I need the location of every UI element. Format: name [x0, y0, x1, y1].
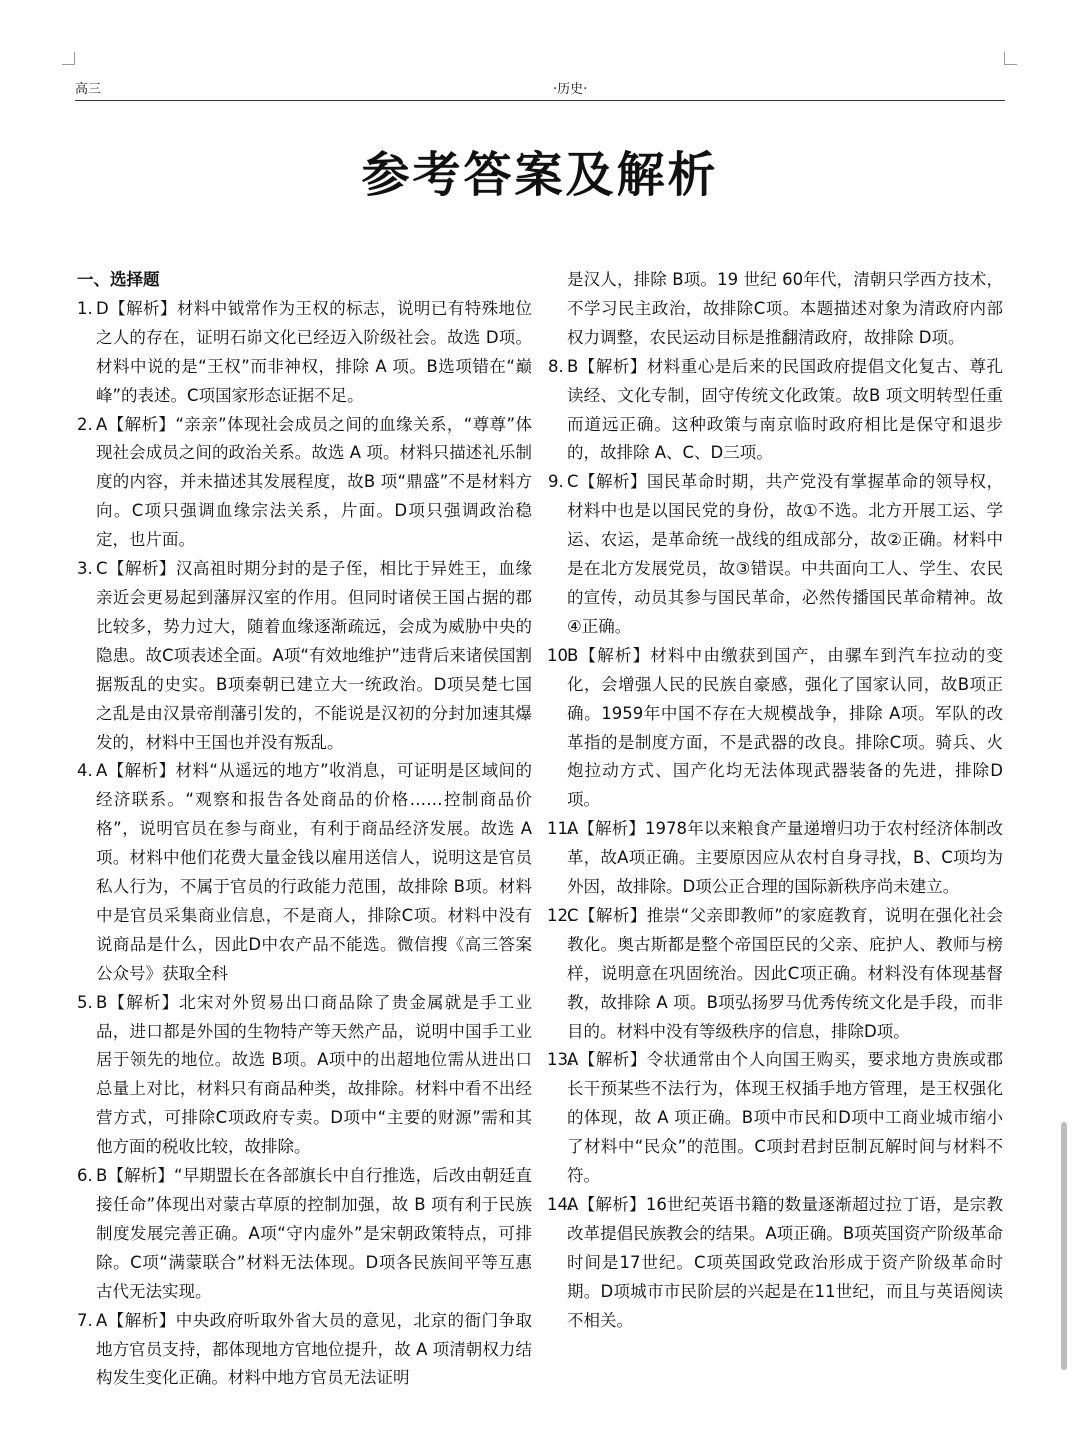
answer-item-12 — [548, 902, 1003, 1047]
item-number: 5. — [77, 992, 93, 1012]
item-number: 7. — [77, 1310, 93, 1330]
answer-item-5 — [77, 989, 532, 1162]
item-text: B【解析】北宋对外贸易出口商品除了贵金属就是手工业品，进口都是外国的生物特产等天然产品，说明中国手工业居于领先的地位。故选 B项。A项中的出超地位需从进出口总量上对比，材料只有商品种类，故排除。材料中看不出经营方式，可排除C项政府专卖。D项中“主要的财源”需和其他方面的税收比较，故排除。 — [96, 992, 532, 1157]
item-text: C【解析】推崇“父亲即教师”的家庭教育，说明在强化社会教化。奥古斯都是整个帝国臣民的父亲、庇护人、教师与榜样，说明意在巩固统治。因此C项正确。材料没有体现基督教，故排除 A 项。B项弘扬罗马优秀传统文化是手段，而非目的。材料中没有等级秩序的信息，排除D项。 — [567, 905, 1003, 1041]
item-text: B【解析】材料中由缴获到国产，由骡车到汽车拉动的变化，会增强人民的民族自豪感，强化了国家认同，故B项正确。1959年中国不存在大规模战争，排除 A项。军队的改革指的是制度方面，不是武器的改良。排除C项。骑兵、火炮拉动方式、国产化均无法体现武器装备的先进，排除D项。 — [567, 645, 1003, 810]
answer-item-11 — [548, 815, 1003, 902]
answer-item-8 — [548, 353, 1003, 469]
corner-mark-top-left — [62, 52, 75, 65]
item-text: B【解析】材料重心是后来的民国政府提倡文化复古、尊孔读经、文化专制，固守传统文化政策。故B 项文明转型任重而道远正确。这种政策与南京临时政府相比是保守和退步的，故排除 A、C、D三项。 — [567, 356, 1003, 463]
answer-item-13 — [548, 1046, 1003, 1191]
item-number: 2. — [77, 414, 93, 434]
item-number: 12. — [547, 905, 574, 925]
item-text: A【解析】中央政府听取外省大员的意见，北京的衙门争取地方官员支持，都体现地方官地位提升，故 A 项清朝权力结构发生变化正确。材料中地方官员无法证明 — [96, 1310, 532, 1388]
item-text: D【解析】材料中钺常作为王权的标志，说明已有特殊地位之人的存在，证明石峁文化已经迈入阶级社会。故选 D项。材料中说的是“王权”而非神权，排除 A 项。B选项错在“巅峰”的表述。C项国家形态证据不足。 — [96, 298, 532, 405]
left-column — [77, 266, 532, 1393]
section-heading: 一、选择题 — [77, 270, 160, 289]
item-text: A【解析】材料“从遥远的地方”收消息，可证明是区域间的经济联系。“观察和报告各处商品的价格……控制商品价格”，说明官员在参与商业，有利于商品经济发展。故选 A项。材料中他们花费大量金钱以雇用送信人，说明这是官员私人行为，不属于官员的行政能力范围，故排除 B项。材料中是官员采集商业信息，不是商人，排除C项。材料中没有说商品是什么，因此D中农产品不能选。微信搜《高三答案公众号》获取全科 — [96, 761, 532, 983]
answer-item-3 — [77, 555, 532, 757]
item-text: C【解析】国民革命时期，共产党没有掌握革命的领导权，材料中也是以国民党的身份，故①不选。北方开展工运、学运、农运，是革命统一战线的组成部分，故②正确。材料中是在北方发展党员，故③错误。中共面向工人、学生、农民的宣传，动员其参与国民革命，必然传播国民革命精神。故④正确。 — [567, 472, 1003, 636]
item-number: 8. — [548, 356, 564, 376]
item-text: B【解析】“早期盟长在各部旗长中自行推选，后改由朝廷直接任命”体现出对蒙古草原的控制加强，故 B 项有利于民族制度发展完善正确。A项“守内虚外”是宋朝政策特点，可排除。C项“满蒙联合”材料无法体现。D项各民族间平等互惠古代无法实现。 — [96, 1166, 532, 1301]
item-number: 14. — [547, 1195, 574, 1214]
answer-item-14 — [548, 1191, 1003, 1336]
corner-mark-top-right — [1004, 52, 1017, 65]
item-text: 是汉人，排除 B项。19 世纪 60年代，清朝只学西方技术，不学习民主政治，故排除C项。本题描述对象为清政府内部权力调整，农民运动目标是推翻清政府，故排除 D项。 — [567, 270, 1003, 347]
item-text: A【解析】“亲亲”体现社会成员之间的血缘关系，“尊尊”体现社会成员之间的政治关系。故选 A 项。材料只描述礼乐制度的内容，并未描述其发展程度，故B 项“鼎盛”不是材料方向。C项只强调血缘宗法关系，片面。D项只强调政治稳定，也片面。 — [96, 414, 532, 550]
item-text: A【解析】令状通常由个人向国王购买，要求地方贵族或郡长干预某些不法行为，体现王权插手地方管理，是王权强化的体现，故 A 项正确。B项中市民和D项中工商业城市缩小了材料中“民众”的范围。C项封君封臣制瓦解时间与材料不符。 — [567, 1050, 1003, 1186]
answer-item-7 — [77, 1307, 532, 1394]
item-number: 4. — [77, 761, 93, 781]
item-text: C【解析】汉高祖时期分封的是子侄，相比于异姓王，血缘亲近会更易起到藩屏汉室的作用。但同时诸侯王国占据的郡比较多，势力过大，随着血缘逐渐疏远，会成为威胁中央的隐患。故C项表述全面。A项“有效地维护”违背后来诸侯国割据叛乱的史实。B项秦朝已建立大一统政治。D项吴楚七国之乱是由汉景帝削藩引发的，不能说是汉初的分封加速其爆发的，材料中王国也并没有叛乱。 — [96, 559, 532, 752]
page-title: 参考答案及解析 — [361, 147, 719, 203]
right-column — [548, 266, 1003, 1336]
header-subject: ·历史· — [553, 82, 588, 97]
answer-item-2 — [77, 411, 532, 556]
item-number: 3. — [77, 559, 93, 579]
answer-item-4 — [77, 757, 532, 988]
item-number: 11. — [547, 819, 574, 839]
item-number: 6. — [77, 1166, 93, 1186]
item-number: 10. — [547, 645, 574, 665]
item-number: 13. — [547, 1050, 574, 1070]
item-number: 1. — [77, 298, 93, 318]
answer-item-1 — [77, 295, 532, 411]
answer-item-9 — [548, 468, 1003, 641]
vertical-scrollbar[interactable] — [1061, 1122, 1067, 1370]
answer-item-6 — [77, 1162, 532, 1307]
item-text: A【解析】1978年以来粮食产量递增归功于农村经济体制改革，故A项正确。主要原因应从农村自身寻找，B、C项均为外因，故排除。D项公正合理的国际新秩序尚未建立。 — [567, 819, 1003, 897]
header-grade: 高三 — [75, 82, 102, 97]
item-number: 9. — [548, 472, 564, 492]
answer-item-10 — [548, 642, 1003, 815]
item-text: A【解析】16世纪英语书籍的数量逐渐超过拉丁语，是宗教改革提倡民族教会的结果。A项正确。B项英国资产阶级革命时间是17世纪。C项英国政党政治形成于资产阶级革命时期。D项城市市民阶层的兴起是在11世纪，而且与英语阅读不相关。 — [567, 1195, 1003, 1330]
answer-item-7-continued — [548, 266, 1003, 353]
page-header — [75, 80, 1005, 101]
